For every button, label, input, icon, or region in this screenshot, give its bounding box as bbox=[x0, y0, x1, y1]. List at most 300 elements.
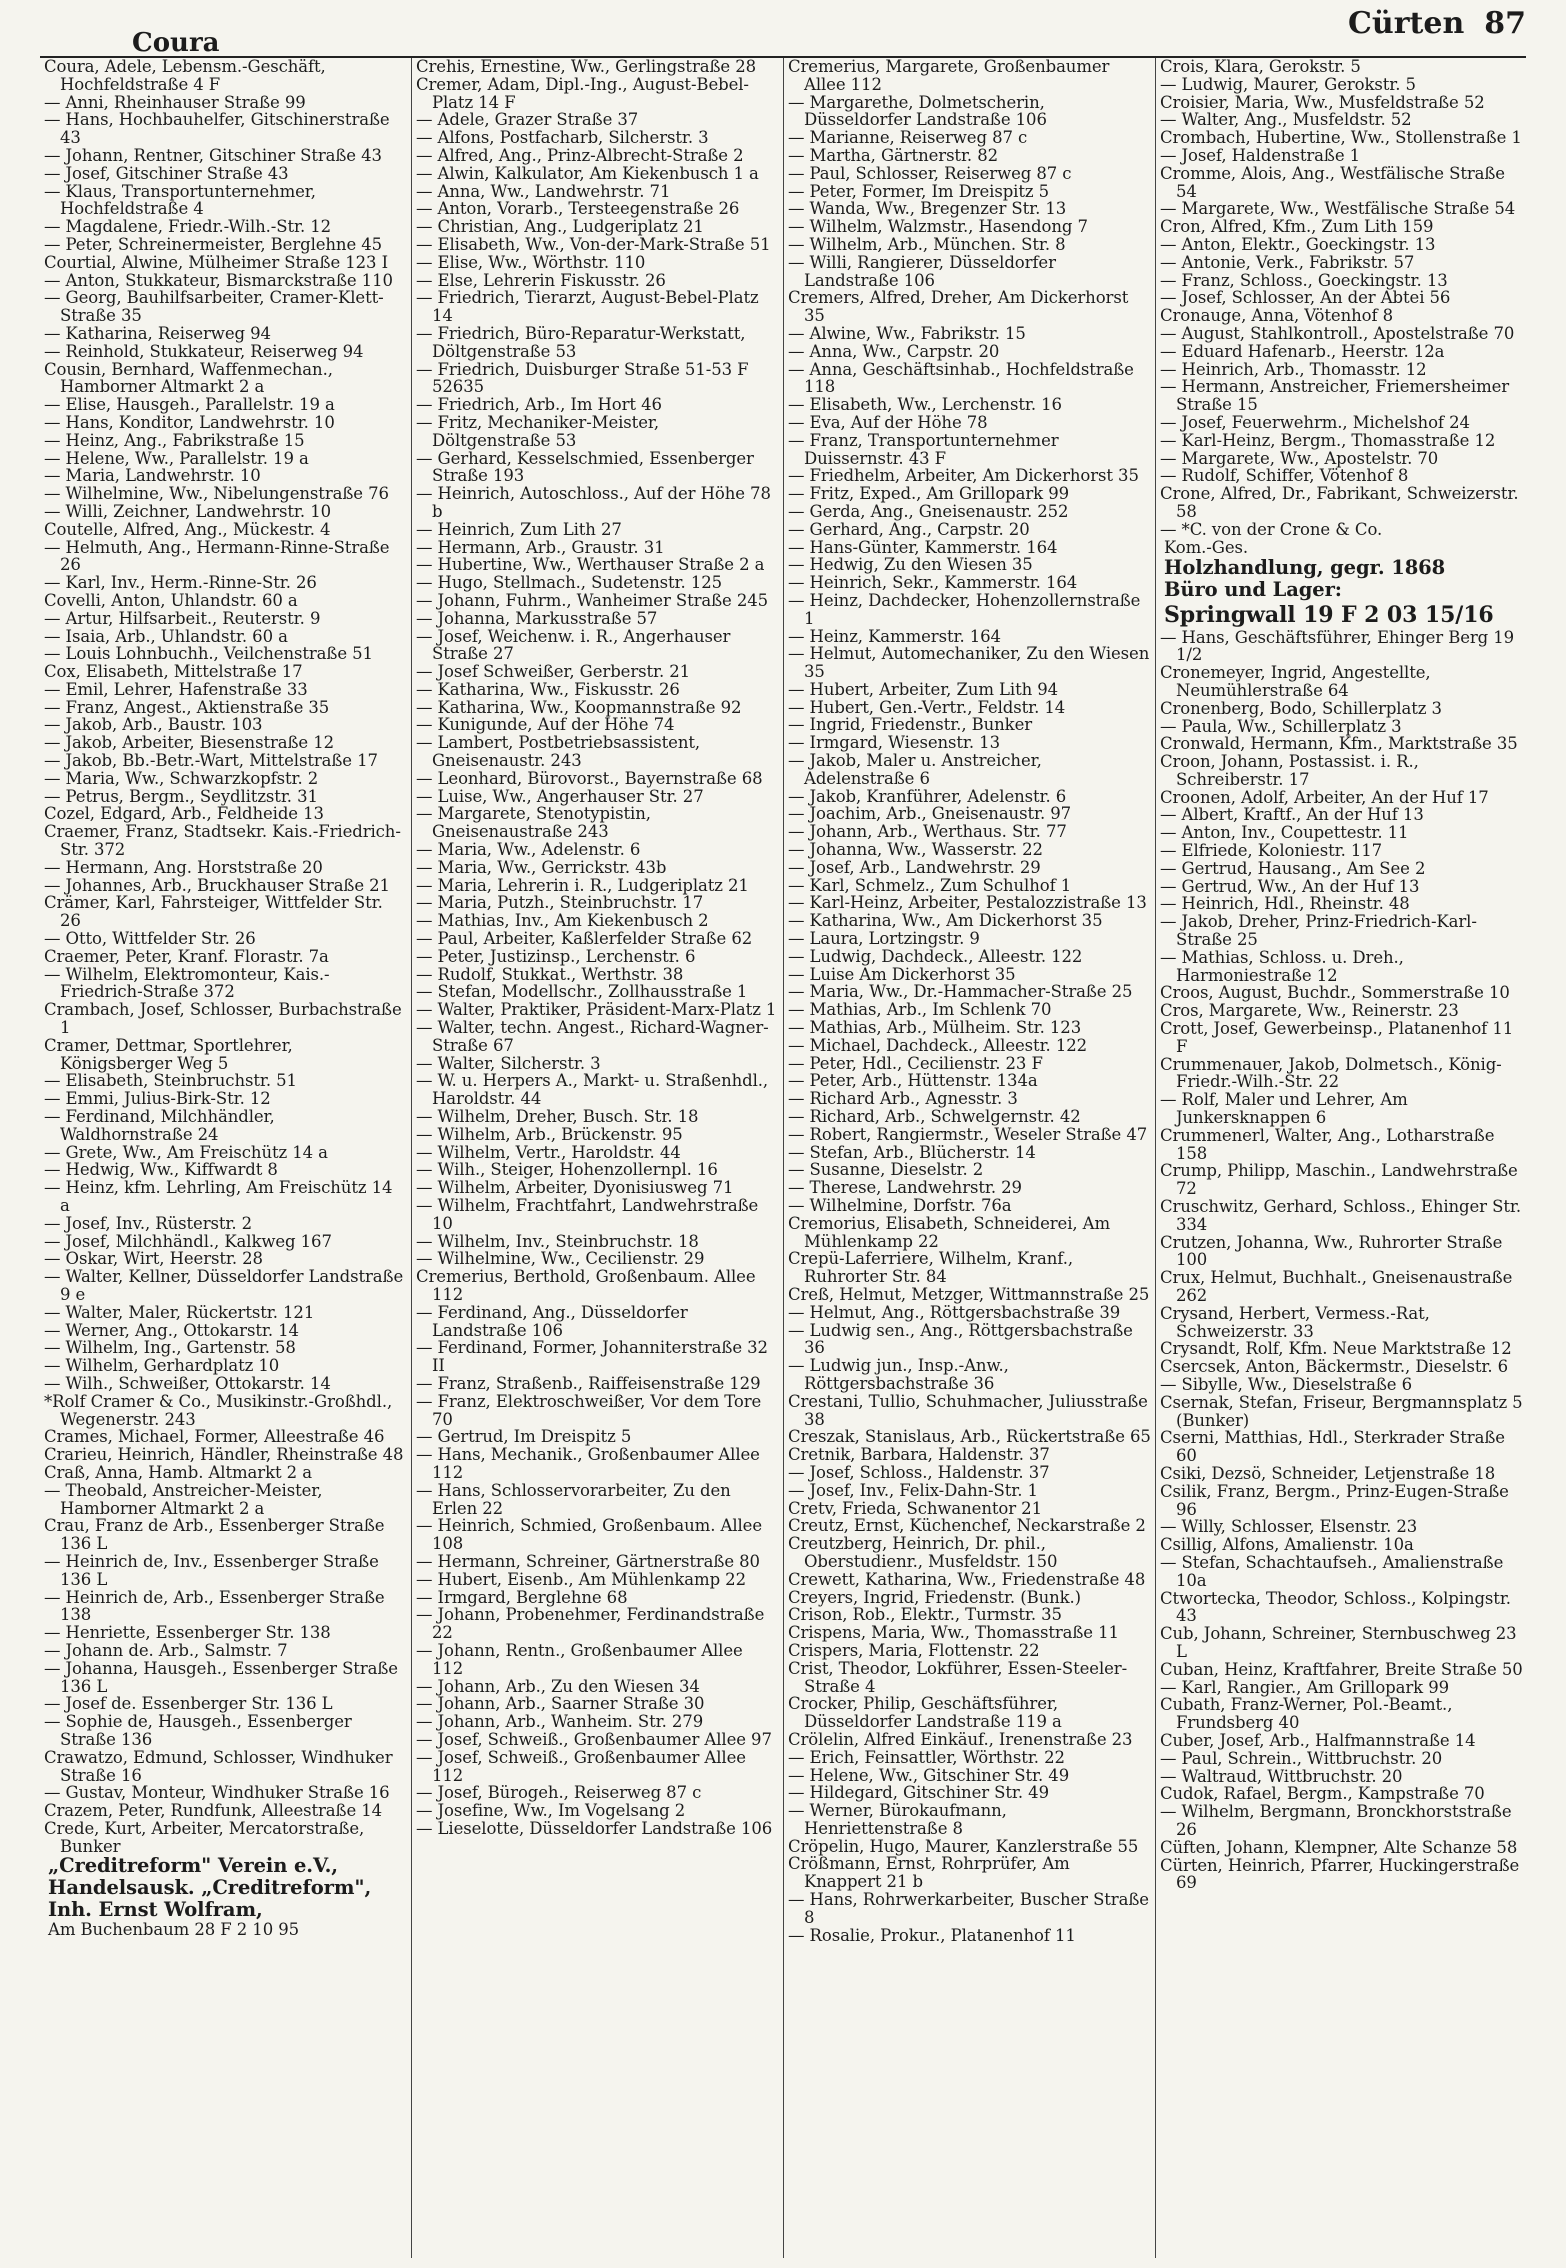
directory-entry: Crocker, Philip, Geschäftsführer, Düsseldorfer Landstraße 119 a bbox=[788, 1694, 1062, 1732]
directory-entry: — Josef, Schloss., Haldenstr. 37 bbox=[788, 1462, 1050, 1482]
directory-entry: — Wilhelm, Arbeiter, Dyonisiusweg 71 bbox=[416, 1178, 734, 1198]
directory-entry: Croisier, Maria, Ww., Musfeldstraße 52 bbox=[1160, 92, 1485, 112]
directory-entry: — Karl, Schmelz., Zum Schulhof 1 bbox=[788, 875, 1072, 895]
directory-entry: — Stefan, Schachtaufseh., Amalienstraße 10a bbox=[1160, 1552, 1504, 1590]
directory-entry: — Wilhelm, Inv., Steinbruchstr. 18 bbox=[416, 1231, 699, 1251]
directory-entry: — Willi, Rangierer, Düsseldorfer Landstraße 106 bbox=[788, 252, 1056, 290]
directory-entry: — Wilhelm, Arb., München. Str. 8 bbox=[788, 234, 1066, 254]
directory-entry: Cruschwitz, Gerhard, Schloss., Ehinger Str. 334 bbox=[1160, 1197, 1521, 1234]
directory-entry: — Helmut, Automechaniker, Zu den Wiesen 35 bbox=[788, 644, 1150, 682]
directory-entry: — Paul, Arbeiter, Kaßlerfelder Straße 62 bbox=[416, 929, 753, 949]
directory-entry: — Grete, Ww., Am Freischütz 14 a bbox=[44, 1142, 328, 1162]
directory-entry: — Josef, Feuerwehrm., Michelshof 24 bbox=[1160, 412, 1470, 432]
directory-entry: Cuban, Heinz, Kraftfahrer, Breite Straße 50 bbox=[1160, 1659, 1523, 1679]
directory-entry: — Hans, Rohrwerkarbeiter, Buscher Straße 8 bbox=[788, 1890, 1149, 1927]
directory-entry: — Anna, Ww., Landwehrstr. 71 bbox=[416, 181, 671, 201]
directory-entry: — Friedrich, Tierarzt, August-Bebel-Platz 14 bbox=[416, 288, 759, 326]
directory-entry: Cremorius, Elisabeth, Schneiderei, Am Mühlenkamp 22 bbox=[788, 1213, 1111, 1251]
directory-entry: — Gertrud, Im Dreispitz 5 bbox=[416, 1427, 632, 1447]
directory-entry: — Rosalie, Prokur., Platanenhof 11 bbox=[788, 1925, 1076, 1945]
directory-entry: — Luise Am Dickerhorst 35 bbox=[788, 964, 1016, 984]
directory-entry: — Helmuth, Ang., Hermann-Rinne-Straße 26 bbox=[44, 537, 390, 575]
directory-entry: — Wilhelmine, Ww., Nibelungenstraße 76 bbox=[44, 484, 389, 504]
directory-entry: — Jakob, Bb.-Betr.-Wart, Mittelstraße 17 bbox=[44, 751, 378, 771]
directory-entry: — Hans, Hochbauhelfer, Gitschinerstraße 43 bbox=[44, 110, 390, 148]
directory-entry: — Heinrich de, Arb., Essenberger Straße 138 bbox=[44, 1587, 385, 1625]
directory-entry: Csiki, Dezsö, Schneider, Letjenstraße 18 bbox=[1160, 1463, 1496, 1483]
directory-entry: — Josef, Inv., Rüsterstr. 2 bbox=[44, 1213, 253, 1233]
directory-entry: — Friedrich, Arb., Im Hort 46 bbox=[416, 395, 662, 415]
directory-entry: — Gertrud, Ww., An der Huf 13 bbox=[1160, 876, 1420, 896]
directory-entry: — Josef, Haldenstraße 1 bbox=[1160, 145, 1361, 165]
directory-entry: — Karl-Heinz, Bergm., Thomasstraße 12 bbox=[1160, 430, 1496, 450]
directory-entry: — Anton, Vorarb., Tersteegenstraße 26 bbox=[416, 199, 740, 219]
directory-entry: — Joachim, Arb., Gneisenaustr. 97 bbox=[788, 804, 1072, 824]
directory-entry: — Maria, Landwehrstr. 10 bbox=[44, 466, 261, 486]
directory-entry: Cromme, Alois, Ang., Westfälische Straße 54 bbox=[1160, 163, 1505, 201]
directory-entry: — Margarete, Ww., Westfälische Straße 54 bbox=[1160, 199, 1516, 219]
directory-entry: Cudok, Rafael, Bergm., Kampstraße 70 bbox=[1160, 1784, 1485, 1804]
directory-entry: — Laura, Lortzingstr. 9 bbox=[788, 929, 980, 949]
directory-entry: — Anton, Elektr., Goeckingstr. 13 bbox=[1160, 234, 1436, 254]
directory-entry: — Mathias, Inv., Am Kiekenbusch 2 bbox=[416, 911, 709, 931]
directory-entry: Craemer, Franz, Stadtsekr. Kais.-Friedrich-Str. 372 bbox=[44, 822, 401, 860]
directory-entry: — Johann de. Arb., Salmstr. 7 bbox=[44, 1640, 288, 1660]
directory-entry: — Josef, Schweiß., Großenbaumer Allee 97 bbox=[416, 1729, 772, 1749]
directory-entry: — Marianne, Reiserweg 87 c bbox=[788, 128, 1028, 148]
directory-entry: — Josef, Arb., Landwehrstr. 29 bbox=[788, 857, 1041, 877]
directory-entry: — Gerhard, Ang., Carpstr. 20 bbox=[788, 519, 1030, 539]
directory-entry: — Hermann, Ang. Horststraße 20 bbox=[44, 857, 323, 877]
directory-entry: Crößmann, Ernst, Rohrprüfer, Am Knappert 21 b bbox=[788, 1854, 1070, 1892]
directory-entry: Crispens, Maria, Ww., Thomasstraße 11 bbox=[788, 1623, 1119, 1643]
directory-entry: — Emmi, Julius-Birk-Str. 12 bbox=[44, 1089, 271, 1109]
directory-entry: — Katharina, Ww., Koopmannstraße 92 bbox=[416, 697, 742, 717]
directory-entry: Cubath, Franz-Werner, Pol.-Beamt., Frundsberg 40 bbox=[1160, 1695, 1453, 1733]
directory-entry: — Peter, Former, Im Dreispitz 5 bbox=[788, 181, 1050, 201]
directory-entry: — Ferdinand, Milchhändler, Waldhornstraße 24 bbox=[44, 1107, 275, 1144]
directory-entry: Crois, Klara, Gerokstr. 5 bbox=[1160, 58, 1361, 76]
directory-entry: Crysandt, Rolf, Kfm. Neue Marktstraße 12 bbox=[1160, 1339, 1512, 1359]
directory-entry: — Wilhelm, Elektromonteur, Kais.-Friedrich-Straße 372 bbox=[44, 964, 330, 1002]
directory-entry: — Waltraud, Wittbruchstr. 20 bbox=[1160, 1766, 1403, 1786]
directory-entry: — Reinhold, Stukkateur, Reiserweg 94 bbox=[44, 341, 364, 361]
page-number: 87 bbox=[1484, 6, 1526, 41]
directory-entry: — Peter, Hdl., Cecilienstr. 23 F bbox=[788, 1053, 1043, 1073]
directory-entry: — Therese, Landwehrstr. 29 bbox=[788, 1178, 1022, 1198]
directory-entry: — Maria, Ww., Dr.-Hammacher-Straße 25 bbox=[788, 982, 1133, 1002]
directory-entry: — Margarete, Stenotypistin, Gneisenaustraße 243 bbox=[416, 804, 651, 842]
directory-entry: — Willy, Schlosser, Elsenstr. 23 bbox=[1160, 1517, 1418, 1537]
directory-entry: — Walter, Silcherstr. 3 bbox=[416, 1053, 601, 1073]
directory-entry: — Eduard Hafenarb., Heerstr. 12a bbox=[1160, 341, 1445, 361]
directory-entry: — Heinrich, Schmied, Großenbaum. Allee 108 bbox=[416, 1516, 763, 1554]
directory-entry: Courtial, Alwine, Mülheimer Straße 123 I bbox=[44, 252, 389, 272]
directory-entry: Cron, Alfred, Kfm., Zum Lith 159 bbox=[1160, 217, 1434, 237]
directory-entry: Cröpelin, Hugo, Maurer, Kanzlerstraße 55 bbox=[788, 1836, 1139, 1856]
directory-entry: Creutzberg, Heinrich, Dr. phil., Oberstudienr., Musfeldstr. 150 bbox=[788, 1534, 1058, 1571]
directory-entry: — Elisabeth, Ww., Von-der-Mark-Straße 51 bbox=[416, 234, 771, 254]
header-first-name: Coura bbox=[132, 28, 220, 58]
directory-entry: — August, Stahlkontroll., Apostelstraße 70 bbox=[1160, 323, 1515, 343]
directory-entry: — Ferdinand, Ang., Düsseldorfer Landstraße 106 bbox=[416, 1302, 688, 1340]
directory-entry: — Maria, Ww., Schwarzkopfstr. 2 bbox=[44, 768, 319, 788]
directory-entry: — Heinrich, Sekr., Kammerstr. 164 bbox=[788, 573, 1078, 593]
directory-entry: — Josef Schweißer, Gerberstr. 21 bbox=[416, 662, 691, 682]
directory-entry: — Kunigunde, Auf der Höhe 74 bbox=[416, 715, 675, 735]
column-4 bbox=[1156, 58, 1528, 2258]
directory-entry: Creß, Helmut, Metzger, Wittmannstraße 25 bbox=[788, 1284, 1150, 1304]
directory-entry: — Jakob, Arb., Baustr. 103 bbox=[44, 715, 263, 735]
directory-entry: Crison, Rob., Elektr., Turmstr. 35 bbox=[788, 1605, 1062, 1625]
directory-entry: — Josef, Gitschiner Straße 43 bbox=[44, 163, 289, 183]
directory-entry: Cremerius, Margarete, Großenbaumer Allee 112 bbox=[788, 58, 1110, 94]
directory-entry: Crölelin, Alfred Einkäuf., Irenenstraße 23 bbox=[788, 1729, 1133, 1749]
directory-entry: — Wilhelm, Bergmann, Bronckhorststraße 26 bbox=[1160, 1802, 1512, 1839]
directory-entry: Cox, Elisabeth, Mittelstraße 17 bbox=[44, 662, 303, 682]
directory-entry: — Friedrich, Büro-Reparatur-Werkstatt, Döltgenstraße 53 bbox=[416, 323, 746, 361]
directory-entry: — Hans, Konditor, Landwehrstr. 10 bbox=[44, 412, 335, 432]
directory-entry: Crämer, Karl, Fahrsteiger, Wittfelder Str. 26 bbox=[44, 893, 383, 931]
directory-entry: Crawatzo, Edmund, Schlosser, Windhuker Straße 16 bbox=[44, 1747, 393, 1785]
directory-entry: — Josef, Schweiß., Großenbaumer Allee 112 bbox=[416, 1747, 746, 1785]
directory-entry: — Christian, Ang., Ludgeriplatz 21 bbox=[416, 217, 704, 237]
directory-entry: — Werner, Bürokaufmann, Henriettenstraße 8 bbox=[788, 1801, 1007, 1838]
directory-entry: Coura, Adele, Lebensm.-Geschäft, Hochfeldstraße 4 F bbox=[44, 58, 326, 94]
directory-entry: — Wilh., Schweißer, Ottokarstr. 14 bbox=[44, 1373, 331, 1393]
directory-entry: Crone, Alfred, Dr., Fabrikant, Schweizerstr. 58 bbox=[1160, 484, 1519, 521]
directory-entry: Ctwortecka, Theodor, Schloss., Kolpingstr. 43 bbox=[1160, 1588, 1511, 1626]
directory-entry: — Maria, Ww., Gerrickstr. 43b bbox=[416, 857, 667, 877]
directory-entry: Crott, Josef, Gewerbeinsp., Platanenhof 11 F bbox=[1160, 1019, 1514, 1056]
directory-entry: Csernak, Stefan, Friseur, Bergmannsplatz 5 (Bunker) bbox=[1160, 1392, 1523, 1430]
directory-entry: — Johann, Rentner, Gitschiner Straße 43 bbox=[44, 145, 382, 165]
directory-entry: — Margarete, Ww., Apostelstr. 70 bbox=[1160, 448, 1439, 468]
directory-entry: Crepü-Laferriere, Wilhelm, Kranf., Ruhrorter Str. 84 bbox=[788, 1249, 1073, 1287]
directory-entry: — Karl, Inv., Herm.-Rinne-Str. 26 bbox=[44, 573, 317, 593]
directory-entry: — Elise, Ww., Wörthstr. 110 bbox=[416, 252, 646, 272]
directory-entry: — Josefine, Ww., Im Vogelsang 2 bbox=[416, 1801, 686, 1821]
directory-entry: — Karl-Heinz, Arbeiter, Pestalozzistraße 13 bbox=[788, 893, 1147, 913]
directory-entry: — Susanne, Dieselstr. 2 bbox=[788, 1160, 984, 1180]
header-last-name-text: Cürten bbox=[1348, 6, 1465, 41]
column-2 bbox=[412, 58, 784, 2258]
directory-entry: — Josef, Schlosser, An der Abtei 56 bbox=[1160, 288, 1451, 308]
directory-entry: — Petrus, Bergm., Seydlitzstr. 31 bbox=[44, 786, 318, 806]
directory-entry: — Albert, Kraftf., An der Huf 13 bbox=[1160, 805, 1424, 825]
directory-entry: — Alwin, Kalkulator, Am Kiekenbusch 1 a bbox=[416, 163, 759, 183]
directory-entry: Crede, Kurt, Arbeiter, Mercatorstraße, Bunker bbox=[44, 1818, 365, 1856]
directory-entry: — Jakob, Kranführer, Adelenstr. 6 bbox=[788, 786, 1067, 806]
directory-entry: — Walter, Ang., Musfeldstr. 52 bbox=[1160, 110, 1412, 130]
directory-entry: — Hermann, Schreiner, Gärtnerstraße 80 bbox=[416, 1551, 760, 1571]
directory-entry: — Isaia, Arb., Uhlandstr. 60 a bbox=[44, 626, 288, 646]
directory-entry: — Johann, Arb., Werthaus. Str. 77 bbox=[788, 822, 1067, 842]
directory-entry: — Paula, Ww., Schillerplatz 3 bbox=[1160, 716, 1402, 736]
directory-entry: Kom.-Ges. bbox=[1164, 537, 1249, 557]
directory-entry: — Heinz, Ang., Fabrikstraße 15 bbox=[44, 430, 305, 450]
directory-entry: — Hubert, Arbeiter, Zum Lith 94 bbox=[788, 679, 1059, 699]
directory-entry: — Wilhelmine, Ww., Cecilienstr. 29 bbox=[416, 1249, 705, 1269]
directory-entry: — Irmgard, Wiesenstr. 13 bbox=[788, 733, 1000, 753]
directory-entry: — Wilhelm, Frachtfahrt, Landwehrstraße 10 bbox=[416, 1196, 759, 1233]
directory-entry: — Hubertine, Ww., Werthauser Straße 2 a bbox=[416, 555, 765, 575]
directory-entry: — Josef, Weichenw. i. R., Angerhauser Straße 27 bbox=[416, 626, 731, 664]
directory-entry: — Josef de. Essenberger Str. 136 L bbox=[44, 1694, 333, 1714]
directory-entry: Crispers, Maria, Flottenstr. 22 bbox=[788, 1640, 1040, 1660]
directory-entry: — Ingrid, Friedenstr., Bunker bbox=[788, 715, 1033, 735]
directory-entry: Cremer, Adam, Dipl.-Ing., August-Bebel-Platz 14 F bbox=[416, 74, 749, 112]
directory-entry: — Richard, Arb., Schwelgernstr. 42 bbox=[788, 1107, 1081, 1127]
directory-entry: — Friedrich, Duisburger Straße 51-53 F 52635 bbox=[416, 359, 749, 397]
directory-entry: — Maria, Putzh., Steinbruchstr. 17 bbox=[416, 893, 704, 913]
directory-entry: — Anna, Ww., Carpstr. 20 bbox=[788, 341, 1000, 361]
directory-entry: — Heinrich, Zum Lith 27 bbox=[416, 519, 622, 539]
directory-entry: — Irmgard, Berglehne 68 bbox=[416, 1587, 628, 1607]
directory-entry: — Lambert, Postbetriebsassistent, Gneisenaustr. 243 bbox=[416, 733, 701, 771]
directory-entry: — Fritz, Exped., Am Grillopark 99 bbox=[788, 484, 1070, 504]
directory-entry: — Katharina, Reiserweg 94 bbox=[44, 323, 271, 343]
directory-entry: — Hedwig, Zu den Wiesen 35 bbox=[788, 555, 1033, 575]
directory-entry: — Georg, Bauhilfsarbeiter, Cramer-Klett-Straße 35 bbox=[44, 288, 384, 326]
directory-entry: — Sibylle, Ww., Dieselstraße 6 bbox=[1160, 1374, 1413, 1394]
directory-entry: — Wilhelm, Gerhardplatz 10 bbox=[44, 1356, 280, 1376]
directory-entry: — Jakob, Arbeiter, Biesenstraße 12 bbox=[44, 733, 335, 753]
directory-entry: — Walter, Praktiker, Präsident-Marx-Platz 1 bbox=[416, 1000, 777, 1020]
directory-entry: — Walter, Maler, Rückertstr. 121 bbox=[44, 1302, 315, 1322]
directory-entry: — Anton, Stukkateur, Bismarckstraße 110 bbox=[44, 270, 393, 290]
directory-entry: — Ferdinand, Former, Johanniterstraße 32 II bbox=[416, 1338, 768, 1376]
directory-entry: Creutz, Ernst, Küchenchef, Neckarstraße 2 bbox=[788, 1516, 1146, 1536]
directory-entry: Crau, Franz de Arb., Essenberger Straße 136 L bbox=[44, 1516, 385, 1554]
directory-entry: — Franz, Transportunternehmer Duissernstr. 43 F bbox=[788, 430, 1059, 468]
directory-entry: — Sophie de, Hausgeh., Essenberger Straße 136 bbox=[44, 1712, 352, 1749]
directory-entry: — Johann, Rentn., Großenbaumer Allee 112 bbox=[416, 1640, 743, 1678]
directory-entry: — Ludwig, Dachdeck., Alleestr. 122 bbox=[788, 946, 1083, 966]
directory-entry: — Heinz, kfm. Lehrling, Am Freischütz 14 a bbox=[44, 1178, 393, 1215]
directory-entry: — Lieselotte, Düsseldorfer Landstraße 106 bbox=[416, 1818, 773, 1838]
creditreform-ad-line1: „Creditreform" Verein e.V., bbox=[48, 1854, 338, 1878]
directory-entry: — Johann, Arb., Zu den Wiesen 34 bbox=[416, 1676, 700, 1696]
creditreform-ad-line3: Inh. Ernst Wolfram, bbox=[48, 1898, 263, 1922]
directory-entry: — Hans, Geschäftsführer, Ehinger Berg 19 1/2 bbox=[1160, 627, 1515, 665]
directory-entry: Csillig, Alfons, Amalienstr. 10a bbox=[1160, 1535, 1414, 1555]
directory-entry: Crestani, Tullio, Schuhmacher, Juliusstraße 38 bbox=[788, 1391, 1148, 1429]
directory-entry: — Rudolf, Stukkat., Werthstr. 38 bbox=[416, 964, 684, 984]
directory-entry: Crutzen, Johanna, Ww., Ruhrorter Straße 100 bbox=[1160, 1232, 1503, 1270]
directory-entry: — Paul, Schrein., Wittbruchstr. 20 bbox=[1160, 1748, 1443, 1768]
directory-entry: Cremers, Alfred, Dreher, Am Dickerhorst 35 bbox=[788, 288, 1129, 326]
directory-entry: — Alwine, Ww., Fabrikstr. 15 bbox=[788, 323, 1026, 343]
directory-entry: — Johanna, Ww., Wasserstr. 22 bbox=[788, 840, 1043, 860]
directory-entry: Crehis, Ernestine, Ww., Gerlingstraße 28 bbox=[416, 58, 757, 76]
directory-entry: — Magdalene, Friedr.-Wilh.-Str. 12 bbox=[44, 217, 332, 237]
directory-entry: Covelli, Anton, Uhlandstr. 60 a bbox=[44, 590, 298, 610]
directory-entry: — Jakob, Dreher, Prinz-Friedrich-Karl-Straße 25 bbox=[1160, 912, 1477, 950]
directory-entry: Cousin, Bernhard, Waffenmechan., Hamborner Altmarkt 2 a bbox=[44, 359, 333, 397]
directory-entry: — Gerhard, Kesselschmied, Essenberger Straße 193 bbox=[416, 448, 754, 486]
directory-entry: Crux, Helmut, Buchhalt., Gneisenaustraße 262 bbox=[1160, 1268, 1513, 1305]
directory-entry: Cretv, Frieda, Schwanentor 21 bbox=[788, 1498, 1042, 1518]
directory-entry: — Antonie, Verk., Fabrikstr. 57 bbox=[1160, 252, 1415, 272]
directory-entry: Crames, Michael, Former, Alleestraße 46 bbox=[44, 1427, 385, 1447]
directory-entry: — Mathias, Arb., Mülheim. Str. 123 bbox=[788, 1018, 1082, 1038]
directory-entry: — Gerda, Ang., Gneisenaustr. 252 bbox=[788, 501, 1069, 521]
directory-entry: — Karl, Rangier., Am Grillopark 99 bbox=[1160, 1677, 1450, 1697]
directory-entry: Cronwald, Hermann, Kfm., Marktstraße 35 bbox=[1160, 734, 1518, 754]
directory-entry: — Maria, Ww., Adelenstr. 6 bbox=[416, 840, 641, 860]
directory-entry: — Theobald, Anstreicher-Meister, Hamborner Altmarkt 2 a bbox=[44, 1480, 323, 1518]
directory-entry: — Walter, Kellner, Düsseldorfer Landstraße 9 e bbox=[44, 1267, 404, 1304]
directory-entry: — Wilhelm, Ing., Gartenstr. 58 bbox=[44, 1338, 296, 1358]
directory-entry: Creyers, Ingrid, Friedenstr. (Bunk.) bbox=[788, 1587, 1082, 1607]
directory-entry: — Johann, Fuhrm., Wanheimer Straße 245 bbox=[416, 590, 769, 610]
directory-entry: Crummenerl, Walter, Ang., Lotharstraße 158 bbox=[1160, 1125, 1495, 1163]
directory-entry: Croonen, Adolf, Arbeiter, An der Huf 17 bbox=[1160, 787, 1489, 807]
directory-entry: Cronemeyer, Ingrid, Angestellte, Neumühlerstraße 64 bbox=[1160, 663, 1431, 700]
directory-entry: — Katharina, Ww., Fiskusstr. 26 bbox=[416, 679, 680, 699]
directory-entry: — Josef, Inv., Felix-Dahn-Str. 1 bbox=[788, 1480, 1038, 1500]
directory-entry: — Heinrich, Autoschloss., Auf der Höhe 78 b bbox=[416, 484, 771, 521]
directory-entry: — Alfons, Postfacharb, Silcherstr. 3 bbox=[416, 128, 709, 148]
directory-entry: — Leonhard, Bürovorst., Bayernstraße 68 bbox=[416, 768, 763, 788]
directory-entry: — Friedhelm, Arbeiter, Am Dickerhorst 35 bbox=[788, 466, 1139, 486]
directory-entry: Cramer, Dettmar, Sportlehrer, Königsberger Weg 5 bbox=[44, 1035, 293, 1073]
directory-entry: Cronauge, Anna, Vötenhof 8 bbox=[1160, 306, 1394, 326]
directory-entry: — Willi, Zeichner, Landwehrstr. 10 bbox=[44, 501, 331, 521]
directory-entry: Crewett, Katharina, Ww., Friedenstraße 48 bbox=[788, 1569, 1146, 1589]
directory-entry: — Wilhelm, Arb., Brückenstr. 95 bbox=[416, 1124, 683, 1144]
directory-entry: — Eva, Auf der Höhe 78 bbox=[788, 412, 988, 432]
directory-entry: — Anna, Geschäftsinhab., Hochfeldstraße 118 bbox=[788, 359, 1134, 397]
directory-entry: — Hugo, Stellmach., Sudetenstr. 125 bbox=[416, 573, 723, 593]
directory-entry: Cozel, Edgard, Arb., Feldheide 13 bbox=[44, 804, 324, 824]
directory-entry: — Robert, Rangiermstr., Weseler Straße 47 bbox=[788, 1124, 1148, 1144]
directory-entry: Cronenberg, Bodo, Schillerplatz 3 bbox=[1160, 698, 1442, 718]
directory-entry: — Helene, Ww., Parallelstr. 19 a bbox=[44, 448, 309, 468]
directory-entry: *Rolf Cramer & Co., Musikinstr.-Großhdl., Wegenerstr. 243 bbox=[44, 1391, 393, 1429]
directory-entry: — Hermann, Arb., Graustr. 31 bbox=[416, 537, 665, 557]
directory-entry: Cüften, Johann, Klempner, Alte Schanze 58 bbox=[1160, 1837, 1518, 1857]
column-1 bbox=[40, 58, 412, 2258]
directory-entry: — Anton, Inv., Coupettestr. 11 bbox=[1160, 823, 1409, 843]
directory-entry: — Franz, Straßenb., Raiffeisenstraße 129 bbox=[416, 1373, 761, 1393]
directory-entry: Croos, August, Buchdr., Sommerstraße 10 bbox=[1160, 983, 1510, 1003]
directory-entry: — Richard Arb., Agnesstr. 3 bbox=[788, 1089, 1018, 1109]
creditreform-ad-line2: Handelsausk. „Creditreform", bbox=[48, 1876, 372, 1900]
directory-entry: — Johanna, Markusstraße 57 bbox=[416, 608, 658, 628]
directory-entry: — Katharina, Ww., Am Dickerhorst 35 bbox=[788, 911, 1103, 931]
directory-entry: — Ludwig sen., Ang., Röttgersbachstraße 36 bbox=[788, 1320, 1133, 1358]
directory-entry: — Johann, Probenehmer, Ferdinandstraße 22 bbox=[416, 1605, 765, 1643]
directory-entry: Croon, Johann, Postassist. i. R., Schreiberstr. 17 bbox=[1160, 752, 1419, 789]
directory-entry: — Hans-Günter, Kammerstr. 164 bbox=[788, 537, 1058, 557]
directory-entry: Coutelle, Alfred, Ang., Mückestr. 4 bbox=[44, 519, 331, 539]
directory-entry: — Heinrich, Hdl., Rheinstr. 48 bbox=[1160, 894, 1410, 914]
directory-entry: — Johanna, Hausgeh., Essenberger Straße 136 L bbox=[44, 1658, 398, 1696]
directory-entry: — Martha, Gärtnerstr. 82 bbox=[788, 145, 999, 165]
directory-entry: — Hildegard, Gitschiner Str. 49 bbox=[788, 1783, 1049, 1803]
directory-entry: — Elisabeth, Steinbruchstr. 51 bbox=[44, 1071, 297, 1091]
directory-entry: — Hubert, Gen.-Vertr., Feldstr. 14 bbox=[788, 697, 1066, 717]
directory-entry: — Ludwig jun., Insp.-Anw., Röttgersbachstraße 36 bbox=[788, 1356, 1009, 1393]
directory-entry: — Wanda, Ww., Bregenzer Str. 13 bbox=[788, 199, 1067, 219]
directory-entry: — Franz, Elektroschweißer, Vor dem Tore 70 bbox=[416, 1391, 762, 1429]
directory-entry: — Maria, Lehrerin i. R., Ludgeriplatz 21 bbox=[416, 875, 749, 895]
directory-entry: — Erich, Feinsattler, Wörthstr. 22 bbox=[788, 1747, 1065, 1767]
directory-entry: — Heinrich de, Inv., Essenberger Straße 136 L bbox=[44, 1551, 379, 1589]
directory-entry: — Fritz, Mechaniker-Meister, Döltgenstraße 53 bbox=[416, 412, 659, 450]
directory-entry: — Heinz, Dachdecker, Hohenzollernstraße 1 bbox=[788, 590, 1141, 628]
directory-entry: — Rolf, Maler und Lehrer, Am Junkersknappen 6 bbox=[1160, 1090, 1408, 1128]
directory-entry: Csilik, Franz, Bergm., Prinz-Eugen-Straße 96 bbox=[1160, 1481, 1509, 1519]
directory-entry: — Hubert, Eisenb., Am Mühlenkamp 22 bbox=[416, 1569, 746, 1589]
directory-entry: Crysand, Herbert, Vermess.-Rat, Schweizerstr. 33 bbox=[1160, 1303, 1430, 1341]
directory-entry: — Adele, Grazer Straße 37 bbox=[416, 110, 639, 130]
directory-entry: — Werner, Ang., Ottokarstr. 14 bbox=[44, 1320, 299, 1340]
directory-entry: — Josef, Bürogeh., Reiserweg 87 c bbox=[416, 1783, 702, 1803]
directory-entry: — Wilhelm, Dreher, Busch. Str. 18 bbox=[416, 1107, 699, 1127]
directory-entry: — Gustav, Monteur, Windhuker Straße 16 bbox=[44, 1783, 390, 1803]
directory-entry: — Klaus, Transportunternehmer, Hochfeldstraße 4 bbox=[44, 181, 316, 219]
directory-entry: — Johann, Arb., Saarner Straße 30 bbox=[416, 1694, 705, 1714]
directory-entry: — Otto, Wittfelder Str. 26 bbox=[44, 929, 256, 949]
directory-entry: — Ludwig, Maurer, Gerokstr. 5 bbox=[1160, 74, 1416, 94]
directory-entry: Crummenauer, Jakob, Dolmetsch., König-Friedr.-Wilh.-Str. 22 bbox=[1160, 1054, 1502, 1092]
directory-entry: — Peter, Schreinermeister, Berglehne 45 bbox=[44, 234, 383, 254]
directory-entry: — Hans, Schlosservorarbeiter, Zu den Erlen 22 bbox=[416, 1480, 731, 1518]
directory-entry: — Franz, Schloss., Goeckingstr. 13 bbox=[1160, 270, 1448, 290]
directory-entry: — *C. von der Crone & Co. bbox=[1160, 519, 1383, 539]
directory-entry: Cretnik, Barbara, Haldenstr. 37 bbox=[788, 1445, 1050, 1465]
directory-entry: — Elisabeth, Ww., Lerchenstr. 16 bbox=[788, 395, 1062, 415]
directory-entry: — Oskar, Wirt, Heerstr. 28 bbox=[44, 1249, 263, 1269]
directory-entry: Büro und Lager: bbox=[1164, 577, 1342, 601]
directory-entry: Csercsek, Anton, Bäckermstr., Dieselstr. 6 bbox=[1160, 1357, 1509, 1377]
directory-entry: Crombach, Hubertine, Ww., Stollenstraße 1 bbox=[1160, 128, 1522, 148]
directory-entry: Craß, Anna, Hamb. Altmarkt 2 a bbox=[44, 1462, 312, 1482]
directory-entry: — Johann, Arb., Wanheim. Str. 279 bbox=[416, 1712, 704, 1732]
directory-entry: — Walter, techn. Angest., Richard-Wagner-Straße 67 bbox=[416, 1018, 769, 1055]
directory-entry: — Peter, Justizinsp., Lerchenstr. 6 bbox=[416, 946, 696, 966]
directory-entry: — Helmut, Ang., Röttgersbachstraße 39 bbox=[788, 1302, 1121, 1322]
directory-entry: — Johannes, Arb., Bruckhauser Straße 21 bbox=[44, 875, 390, 895]
directory-entry: — Hans, Mechanik., Großenbaumer Allee 112 bbox=[416, 1445, 760, 1482]
directory-entry: Cürten, Heinrich, Pfarrer, Huckingerstraße 69 bbox=[1160, 1855, 1520, 1893]
directory-entry: Cremerius, Berthold, Großenbaum. Allee 112 bbox=[416, 1267, 756, 1304]
directory-entry: — Mathias, Schloss. u. Dreh., Harmoniestraße 12 bbox=[1160, 947, 1404, 985]
directory-entry: — Alfred, Ang., Prinz-Albrecht-Straße 2 bbox=[416, 145, 744, 165]
directory-entry: Crist, Theodor, Lokführer, Essen-Steeler-Straße 4 bbox=[788, 1658, 1128, 1696]
directory-entry: — Rudolf, Schiffer, Vötenhof 8 bbox=[1160, 466, 1409, 486]
directory-entry: — Luise, Ww., Angerhauser Str. 27 bbox=[416, 786, 704, 806]
directory-entry: — Gertrud, Hausang., Am See 2 bbox=[1160, 858, 1426, 878]
directory-entry: Crump, Philipp, Maschin., Landwehrstraße 72 bbox=[1160, 1161, 1518, 1199]
header-last-name bbox=[1348, 6, 1526, 41]
directory-entry: — Josef, Milchhändl., Kalkweg 167 bbox=[44, 1231, 332, 1251]
directory-entry: Crarieu, Heinrich, Händler, Rheinstraße 48 bbox=[44, 1445, 404, 1465]
directory-entry: — Stefan, Modellschr., Zollhausstraße 1 bbox=[416, 982, 748, 1002]
directory-entry: — Elise, Hausgeh., Parallelstr. 19 a bbox=[44, 395, 335, 415]
directory-entry: — Margarethe, Dolmetscherin, Düsseldorfer Landstraße 106 bbox=[788, 92, 1047, 130]
directory-entry: — Wilhelmine, Dorfstr. 76a bbox=[788, 1196, 1012, 1215]
directory-entry: — Wilh., Steiger, Hohenzollernpl. 16 bbox=[416, 1160, 718, 1180]
directory-entry: — Heinz, Kammerstr. 164 bbox=[788, 626, 1001, 646]
directory-entry: Holzhandlung, gegr. 1868 bbox=[1164, 555, 1446, 579]
directory-entry: — Jakob, Maler u. Anstreicher, Adelenstraße 6 bbox=[788, 751, 1042, 788]
directory-entry: Cuber, Josef, Arb., Halfmannstraße 14 bbox=[1160, 1730, 1476, 1750]
directory-entry: — Michael, Dachdeck., Alleestr. 122 bbox=[788, 1035, 1088, 1055]
